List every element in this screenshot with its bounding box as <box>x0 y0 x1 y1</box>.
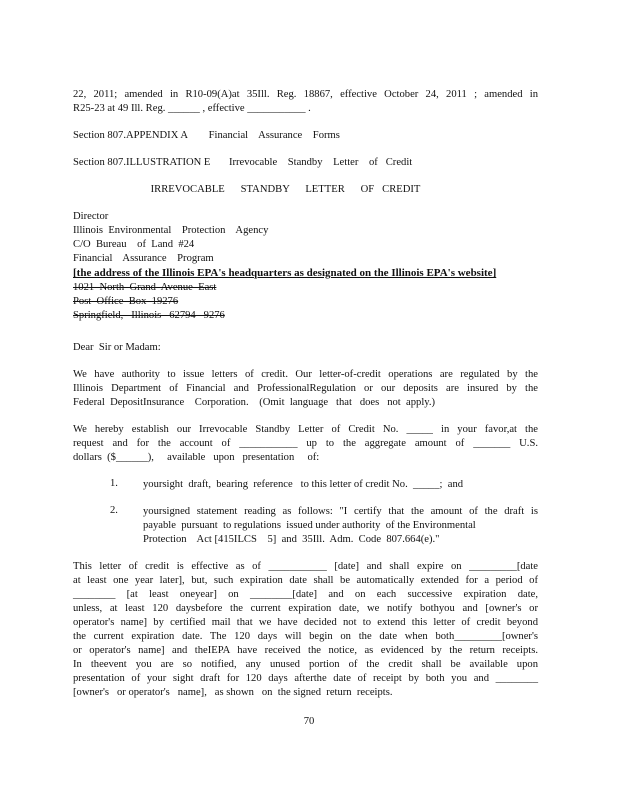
paragraph-authority-line-2: Illinois Department of Financial and ProfessionalRegulation or our deposits are insured by the <box>73 383 538 394</box>
address-inserted-text: [the address of the Illinois EPA's headquarters as designated on the Illinois EPA's website] <box>73 267 497 279</box>
paragraph-establish-line-2: request and for the account of ___________ up to the aggregate amount of _______ U.S. <box>73 438 538 449</box>
letter-title-block <box>33 183 538 197</box>
section-appendix-heading <box>73 129 538 143</box>
address-line-2: Illinois Environmental Protection Agency <box>73 225 269 236</box>
address-deleted-line-3: Springfield, Illinois 62794 9276 <box>73 310 225 321</box>
paragraph-effective-line-5: operator's name] by certified mail that we have decided not to extend this letter of credit beyond <box>73 617 538 628</box>
paragraph-effective-line-2: at least one year later], but, such expiration date shall be automatically extended for a period of <box>73 575 538 586</box>
paragraph-effective-line-7: or operator's name] and theIEPA have received the notice, as evidenced by the return receipts. <box>73 645 538 656</box>
intro-line-1: 22, 2011; amended in R10-09(A)at 35Ill. Reg. 18867, effective October 24, 2011 ; amended in <box>73 89 538 100</box>
list-item-2-line-3: Protection Act [415ILCS 5] and 35Ill. Adm. Code 807.664(e)." <box>143 534 440 545</box>
list-item-2 <box>73 505 538 547</box>
paragraph-effective-line-3: ________ [at least oneyear] on ________[date] and on each successive expiration date, <box>73 589 538 600</box>
list-item-1-line-1: yoursight draft, bearing reference to this letter of credit No. _____; and <box>143 479 464 490</box>
paragraph-effective-line-8: In theevent you are so notified, any unused portion of the credit shall be available upon <box>73 659 538 670</box>
address-block <box>73 210 538 323</box>
salutation-block <box>73 341 538 355</box>
paragraph-effective-line-9: presentation of your sight draft for 120 days afterthe date of receipt by both you and ________ <box>73 673 538 684</box>
address-deleted-line-2: Post Office Box 19276 <box>73 296 179 307</box>
paragraph-authority-line-1: We have authority to issue letters of credit. Our letter-of-credit operations are regulated by the <box>73 369 538 380</box>
page-number: 70 <box>303 716 315 727</box>
paragraph-establish-line-1: We hereby establish our Irrevocable Standby Letter of Credit No. _____ in your favor,at the <box>73 424 538 435</box>
salutation: Dear Sir or Madam: <box>73 342 161 353</box>
section-illustration-text: Section 807.ILLUSTRATION E Irrevocable Standby Letter of Credit <box>73 157 413 168</box>
paragraph-authority-line-3: Federal DepositInsurance Corporation. (Omit language that does not apply.) <box>73 397 436 408</box>
paragraph-effective <box>73 560 538 700</box>
paragraph-effective-line-10: [owner's or operator's name], as shown on the signed return receipts. <box>73 687 393 698</box>
paragraph-establish <box>73 423 538 465</box>
paragraph-establish-line-3: dollars ($______), available upon presentation of: <box>73 452 320 463</box>
list-item-2-line-2: payable pursuant to regulations issued under authority of the Environmental <box>143 520 476 531</box>
intro-line-2: R25-23 at 49 Ill. Reg. ______ , effective ___________ . <box>73 103 311 114</box>
section-appendix-text: Section 807.APPENDIX A Financial Assurance Forms <box>73 130 340 141</box>
letter-title: IRREVOCABLE STANDBY LETTER OF CREDIT <box>150 184 421 195</box>
section-illustration-heading <box>73 156 538 170</box>
address-line-1: Director <box>73 211 109 222</box>
list-item-1 <box>73 478 538 492</box>
paragraph-effective-line-6: the current expiration date. The 120 days will begin on the date when both_________[owner's <box>73 631 538 642</box>
paragraph-effective-line-1: This letter of credit is effective as of ___________ [date] and shall expire on _________[date <box>73 561 538 572</box>
address-line-4: Financial Assurance Program <box>73 253 214 264</box>
intro-paragraph <box>73 88 538 116</box>
list-item-2-line-1: yoursigned statement reading as follows: "I certify that the amount of the draft is <box>143 506 538 517</box>
list-item-2-number: 2. <box>110 505 118 516</box>
paragraph-authority <box>73 368 538 410</box>
address-line-3: C/O Bureau of Land #24 <box>73 239 195 250</box>
address-deleted-line-1: 1021 North Grand Avenue East <box>73 282 217 293</box>
paragraph-effective-line-4: unless, at least 120 daysbefore the current expiration date, we notify bothyou and [owner's or <box>73 603 538 614</box>
list-item-1-number: 1. <box>110 478 118 489</box>
document-page <box>73 88 538 713</box>
